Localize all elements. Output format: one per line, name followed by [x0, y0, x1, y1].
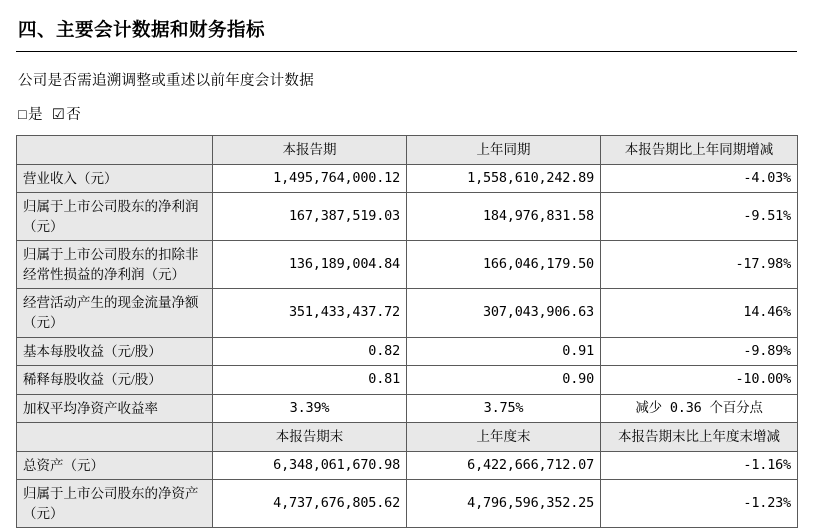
row-value-current: 4,737,676,805.62	[213, 480, 407, 528]
table-row	[17, 193, 798, 241]
row-value-current: 136,189,004.84	[213, 241, 407, 289]
row-value-previous: 307,043,906.63	[407, 289, 601, 337]
column-header-change-endperiod: 本报告期末比上年度末增减	[601, 423, 798, 452]
column-header-previous-period: 上年同期	[407, 136, 601, 165]
table-row	[17, 164, 798, 193]
table-row	[17, 289, 798, 337]
page-title: 四、主要会计数据和财务指标	[18, 19, 266, 40]
restatement-note: 公司是否需追溯调整或重述以前年度会计数据	[18, 73, 314, 89]
option-yes[interactable]	[18, 107, 43, 123]
checkbox-unchecked-icon[interactable]: □	[18, 107, 28, 123]
row-value-change: -9.89%	[601, 337, 798, 366]
row-label: 营业收入（元）	[17, 164, 213, 193]
row-value-current: 167,387,519.03	[213, 193, 407, 241]
row-value-previous: 4,796,596,352.25	[407, 480, 601, 528]
table-row	[17, 480, 798, 528]
restatement-options	[18, 103, 797, 124]
row-value-current: 1,495,764,000.12	[213, 164, 407, 193]
table-corner-cell	[17, 423, 213, 452]
title-divider	[16, 51, 797, 52]
row-value-previous: 1,558,610,242.89	[407, 164, 601, 193]
financial-data-table	[16, 135, 798, 528]
table-corner-cell	[17, 136, 213, 165]
column-header-change-period: 本报告期比上年同期增减	[601, 136, 798, 165]
table-header-row-endperiod	[17, 423, 798, 452]
document-page	[0, 10, 813, 525]
row-label: 稀释每股收益（元/股）	[17, 366, 213, 395]
row-value-previous: 184,976,831.58	[407, 193, 601, 241]
column-header-previous-endperiod: 上年度末	[407, 423, 601, 452]
row-value-change: 减少 0.36 个百分点	[601, 394, 798, 423]
row-value-current: 0.82	[213, 337, 407, 366]
row-value-change: 14.46%	[601, 289, 798, 337]
row-label: 归属于上市公司股东的扣除非经常性损益的净利润（元）	[17, 241, 213, 289]
row-value-current: 6,348,061,670.98	[213, 451, 407, 480]
row-value-previous: 166,046,179.50	[407, 241, 601, 289]
row-value-previous: 0.90	[407, 366, 601, 395]
row-label: 基本每股收益（元/股）	[17, 337, 213, 366]
table-row	[17, 337, 798, 366]
row-value-previous: 3.75%	[407, 394, 601, 423]
option-no[interactable]	[52, 107, 81, 123]
option-no-label: 否	[66, 107, 81, 123]
column-header-current-period: 本报告期	[213, 136, 407, 165]
row-value-change: -4.03%	[601, 164, 798, 193]
row-value-change: -1.16%	[601, 451, 798, 480]
row-label: 归属于上市公司股东的净资产（元）	[17, 480, 213, 528]
table-row	[17, 451, 798, 480]
row-value-change: -10.00%	[601, 366, 798, 395]
checkbox-checked-icon[interactable]: ☑	[51, 107, 66, 123]
row-value-change: -9.51%	[601, 193, 798, 241]
table-row	[17, 394, 798, 423]
row-value-current: 0.81	[213, 366, 407, 395]
column-header-current-endperiod: 本报告期末	[213, 423, 407, 452]
table-header-row-period	[17, 136, 798, 165]
row-label: 经营活动产生的现金流量净额（元）	[17, 289, 213, 337]
table-row	[17, 241, 798, 289]
row-value-current: 3.39%	[213, 394, 407, 423]
row-value-change: -1.23%	[601, 480, 798, 528]
row-label: 归属于上市公司股东的净利润（元）	[17, 193, 213, 241]
row-value-change: -17.98%	[601, 241, 798, 289]
row-value-current: 351,433,437.72	[213, 289, 407, 337]
option-yes-label: 是	[28, 107, 43, 123]
table-row	[17, 366, 798, 395]
row-value-previous: 6,422,666,712.07	[407, 451, 601, 480]
row-label: 总资产（元）	[17, 451, 213, 480]
row-label: 加权平均净资产收益率	[17, 394, 213, 423]
row-value-previous: 0.91	[407, 337, 601, 366]
